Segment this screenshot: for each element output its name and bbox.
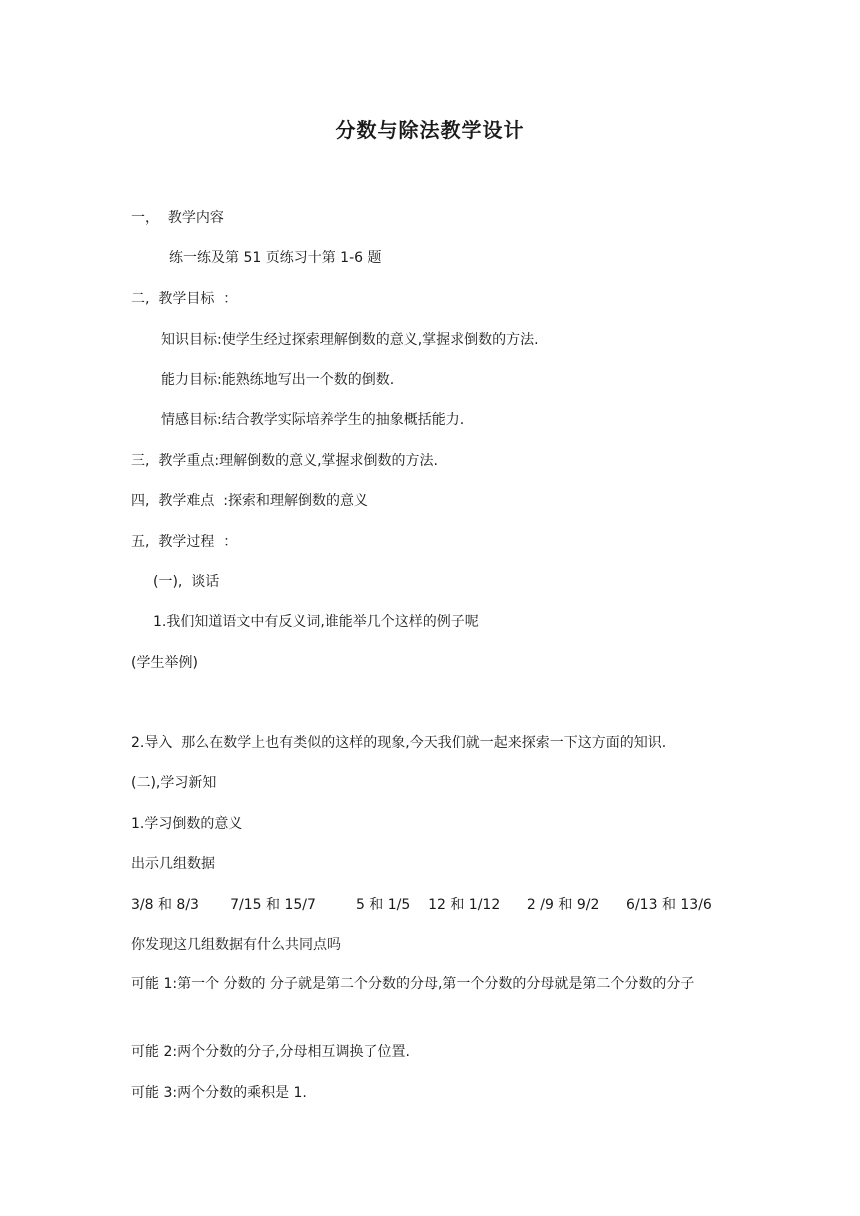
goal-emotion: 情感目标:结合教学实际培养学生的抽象概括能力.	[161, 412, 465, 428]
talk-question: 1.我们知道语文中有反义词,谁能举几个这样的例子呢	[153, 614, 479, 630]
section-heading-goals: 二, 教学目标 ：	[131, 291, 238, 307]
show-data-groups: 出示几组数据	[131, 856, 215, 872]
section-heading-key-point: 三, 教学重点:理解倒数的意义,掌握求倒数的方法.	[131, 453, 438, 469]
section-heading-difficulty: 四, 教学难点 :探索和理解倒数的意义	[131, 493, 368, 509]
reciprocal-meaning: 1.学习倒数的意义	[131, 816, 243, 832]
subsection-new-knowledge: (二),学习新知	[131, 775, 217, 791]
student-examples: (学生举例)	[131, 655, 198, 671]
section-heading-content: 一， 教学内容	[131, 210, 224, 226]
section-heading-process: 五, 教学过程 ：	[131, 534, 238, 550]
introduction: 2.导入 那么在数学上也有类似的这样的现象,今天我们就一起来探索一下这方面的知识.	[131, 735, 667, 751]
possibility-2: 可能 2:两个分数的分子,分母相互调换了位置.	[131, 1044, 410, 1060]
content-detail: 练一练及第 51 页练习十第 1-6 题	[169, 250, 382, 266]
subsection-talk: (一), 谈话	[153, 574, 220, 590]
fraction-pairs: 3/8 和 8/3 7/15 和 15/7 5 和 1/5 12 和 1/12 2 /9 和 9/2 6/13 和 13/6	[131, 897, 712, 913]
document-title: 分数与除法教学设计	[335, 118, 525, 142]
possibility-1: 可能 1:第一个 分数的 分子就是第二个分数的分母,第一个分数的分母就是第二个分数的分子	[131, 976, 695, 992]
possibility-3: 可能 3:两个分数的乘积是 1.	[131, 1085, 307, 1101]
goal-knowledge: 知识目标:使学生经过探索理解倒数的意义,掌握求倒数的方法.	[161, 332, 539, 348]
goal-ability: 能力目标:能熟练地写出一个数的倒数.	[161, 372, 395, 388]
common-point-question: 你发现这几组数据有什么共同点吗	[131, 937, 341, 953]
